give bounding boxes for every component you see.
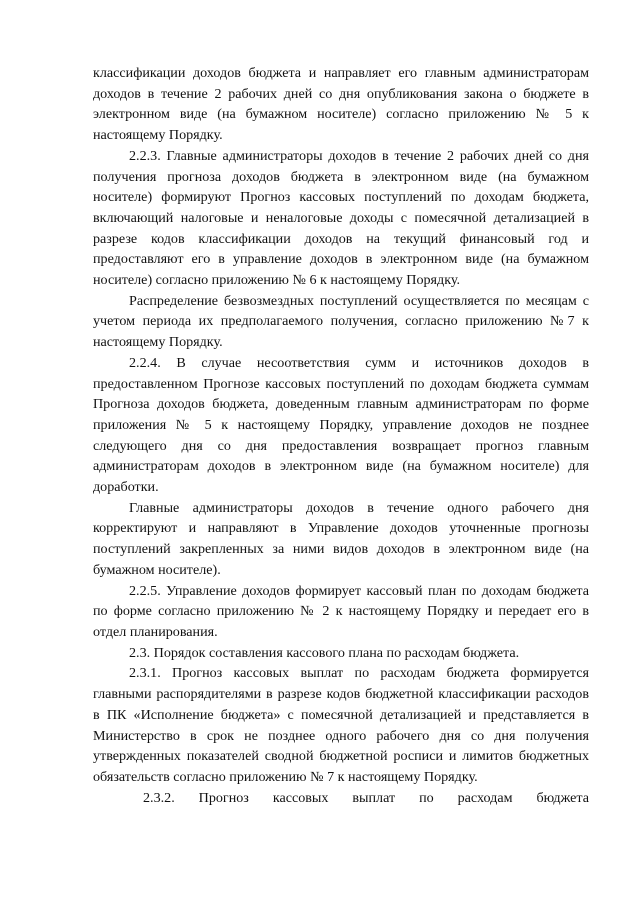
paragraph-2-3-1: 2.3.1. Прогноз кассовых выплат по расходам бюджета формируется главными распорядителями в разрезе кодов бюджетной классификации расходов в ПК «Исполнение бюджета» с помесячной детализацией и представляется в Министерство в срок не позднее одного рабочего дня со дня получения утвержденных показателей сводной бюджетной росписи и лимитов бюджетных обязательств согласно приложению № 7 к настоящему Порядку. — [93, 665, 589, 785]
paragraph-continuation: классификации доходов бюджета и направляет его главным администраторам доходов в течение 2 рабочих дней со дня опубликования закона о бюджете в электронном виде (на бумажном носителе) согласно приложению № 5 к настоящему Порядку. — [93, 65, 589, 144]
paragraph-administrators-correct: Главные администраторы доходов в течение одного рабочего дня корректируют и направляют в Управление доходов уточненные прогнозы поступлений закрепленных за ними видов доходов в электронном виде (на бумажном носителе). — [93, 499, 589, 578]
paragraph-2-3-2: 2.3.2. Прогноз кассовых выплат по расходам бюджета — [143, 789, 589, 806]
paragraph-2-2-3: 2.2.3. Главные администраторы доходов в течение 2 рабочих дней со дня получения прогноза доходов бюджета в электронном виде (на бумажном носителе) формируют Прогноз кассовых поступлений по доходам бюджета, включающий налоговые и неналоговые доходы с помесячной детализацией в разрезе кодов классификации доходов на текущий финансовый год и предоставляют его в управление доходов в электронном виде (на бумажном носителе) согласно приложению № 6 к настоящему Порядку. — [93, 147, 589, 289]
paragraph-2-2-5: 2.2.5. Управление доходов формирует кассовый план по доходам бюджета по форме согласно приложению № 2 к настоящему Порядку и передает его в отдел планирования. — [93, 582, 589, 640]
document-page — [93, 63, 589, 808]
paragraph-gratuitous-receipts: Распределение безвозмездных поступлений осуществляется по месяцам с учетом периода их предполагаемого получения, согласно приложению №7 к настоящему Порядку. — [93, 292, 589, 351]
paragraph-2-2-4: 2.2.4. В случае несоответствия сумм и источников доходов в предоставленном Прогнозе кассовых поступлений по доходам бюджета суммам Прогноза доходов бюджета, доведенным главным администраторам по форме приложения № 5 к настоящему Порядку, управление доходов не позднее следующего дня со дня предоставления возвращает прогноз главным администраторам доходов в электронном виде (на бумажном носителе) для доработки. — [93, 354, 589, 496]
paragraph-2-3-heading: 2.3. Порядок составления кассового плана по расходам бюджета. — [129, 644, 520, 661]
